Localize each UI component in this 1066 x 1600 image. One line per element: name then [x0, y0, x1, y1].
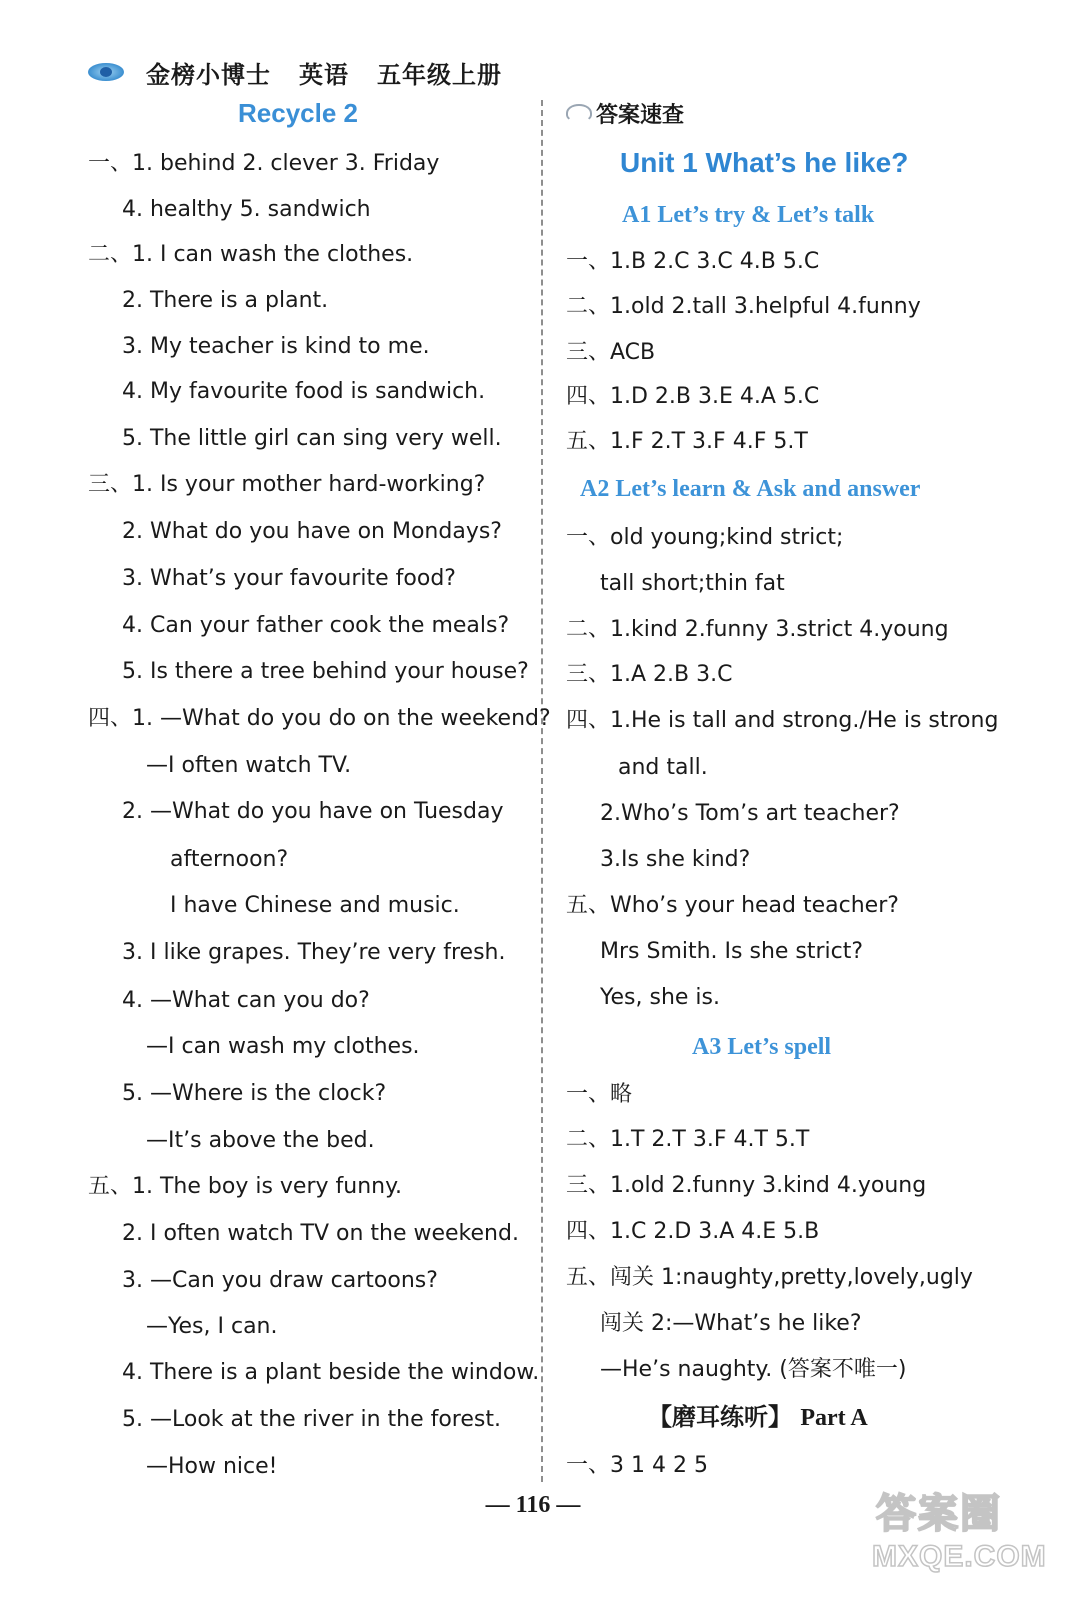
answer-line: 4. My favourite food is sandwich.	[122, 379, 486, 404]
answer-line: tall short;thin fat	[600, 571, 785, 596]
watermark-url: MXQE.COM	[872, 1540, 1047, 1573]
answer-line: 3. I like grapes. They’re very fresh.	[122, 940, 506, 965]
listening-practice-part: Part A	[800, 1405, 868, 1431]
subject-label: 英语	[299, 60, 349, 89]
answer-line: —Yes, I can.	[146, 1314, 278, 1339]
answer-line: 二、1. I can wash the clothes.	[88, 242, 414, 267]
answer-line: 2. —What do you have on Tuesday	[122, 799, 504, 824]
answer-line: 4. —What can you do?	[122, 988, 370, 1013]
answer-line: and tall.	[618, 755, 708, 780]
watermark-text: 答案圈	[876, 1492, 1002, 1536]
watermark	[872, 1482, 1060, 1592]
answer-line: 2.Who’s Tom’s art teacher?	[600, 801, 900, 826]
section-title-a2: A2 Let’s learn & Ask and answer	[580, 476, 921, 502]
answers-heading-text: 答案速查	[596, 102, 685, 128]
answer-line: 3. What’s your favourite food?	[122, 566, 456, 591]
answer-line: Yes, she is.	[600, 985, 721, 1010]
answer-line: —I can wash my clothes.	[146, 1034, 420, 1059]
answer-line: 四、1. —What do you do on the weekend?	[88, 706, 551, 731]
answer-line: —He’s naughty. (答案不唯一)	[600, 1357, 907, 1382]
answer-quick-check-icon	[566, 104, 592, 122]
answer-line: 闯关 2:—What’s he like?	[600, 1311, 862, 1336]
answer-line: 三、ACB	[566, 340, 656, 365]
answer-line: 一、3 1 4 2 5	[566, 1453, 708, 1478]
section-title-a1: A1 Let’s try & Let’s talk	[622, 202, 875, 228]
answer-line: —It’s above the bed.	[146, 1128, 375, 1153]
answer-line: Mrs Smith. Is she strict?	[600, 939, 864, 964]
listening-practice-title-cn: 【磨耳练听】	[648, 1403, 792, 1431]
answer-line: 5. —Look at the river in the forest.	[122, 1407, 501, 1432]
grade-label: 五年级上册	[377, 60, 502, 89]
answer-line: 2. There is a plant.	[122, 288, 329, 313]
answer-line: 四、1.D 2.B 3.E 4.A 5.C	[566, 384, 820, 409]
answer-line: 四、1.C 2.D 3.A 4.E 5.B	[566, 1219, 820, 1244]
answer-line: 5. —Where is the clock?	[122, 1081, 387, 1106]
answer-line: 四、1.He is tall and strong./He is strong	[566, 708, 999, 733]
answer-line: 五、1.F 2.T 3.F 4.F 5.T	[566, 429, 808, 454]
column-divider	[541, 100, 543, 1482]
book-logo-icon	[84, 57, 128, 87]
answer-line: —How nice!	[146, 1454, 278, 1479]
page-number: — 116 —	[485, 1492, 581, 1518]
answer-line: 5. Is there a tree behind your house?	[122, 659, 529, 684]
answer-line: 三、1.A 2.B 3.C	[566, 662, 733, 687]
brand-name: 金榜小博士	[146, 60, 271, 89]
answer-line: 4. Can your father cook the meals?	[122, 613, 510, 638]
answer-line: 5. The little girl can sing very well.	[122, 426, 502, 451]
answer-line: —I often watch TV.	[146, 753, 352, 778]
answer-line: 2. What do you have on Mondays?	[122, 519, 502, 544]
unit-title: Unit 1 What’s he like?	[620, 147, 909, 178]
answers-heading	[566, 98, 684, 128]
answer-line: 二、1.T 2.T 3.F 4.T 5.T	[566, 1127, 810, 1152]
answer-line: 2. I often watch TV on the weekend.	[122, 1221, 519, 1246]
answer-line: 二、1.old 2.tall 3.helpful 4.funny	[566, 294, 921, 319]
answer-line: 二、1.kind 2.funny 3.strict 4.young	[566, 617, 949, 642]
answer-line: 一、1. behind 2. clever 3. Friday	[88, 151, 440, 176]
answer-line: I have Chinese and music.	[170, 893, 460, 918]
recycle-title: Recycle 2	[238, 98, 358, 128]
answer-line: 一、略	[566, 1082, 633, 1107]
answer-line: 4. There is a plant beside the window.	[122, 1360, 540, 1385]
answer-line: 一、1.B 2.C 3.C 4.B 5.C	[566, 249, 820, 274]
answer-line: 三、1. Is your mother hard-working?	[88, 472, 486, 497]
header	[84, 52, 530, 92]
listening-practice-title	[648, 1402, 868, 1433]
answer-line: 3. —Can you draw cartoons?	[122, 1268, 438, 1293]
answer-line: 一、old young;kind strict;	[566, 525, 844, 550]
section-title-a3: A3 Let’s spell	[692, 1034, 832, 1060]
answer-line: 五、Who’s your head teacher?	[566, 893, 899, 918]
answer-line: 4. healthy 5. sandwich	[122, 197, 371, 222]
answer-line: 3.Is she kind?	[600, 847, 751, 872]
answer-line: 3. My teacher is kind to me.	[122, 334, 430, 359]
answer-line: 五、闯关 1:naughty,pretty,lovely,ugly	[566, 1265, 973, 1290]
answer-line: afternoon?	[170, 847, 289, 872]
answer-line: 三、1.old 2.funny 3.kind 4.young	[566, 1173, 927, 1198]
answer-line: 五、1. The boy is very funny.	[88, 1174, 402, 1199]
